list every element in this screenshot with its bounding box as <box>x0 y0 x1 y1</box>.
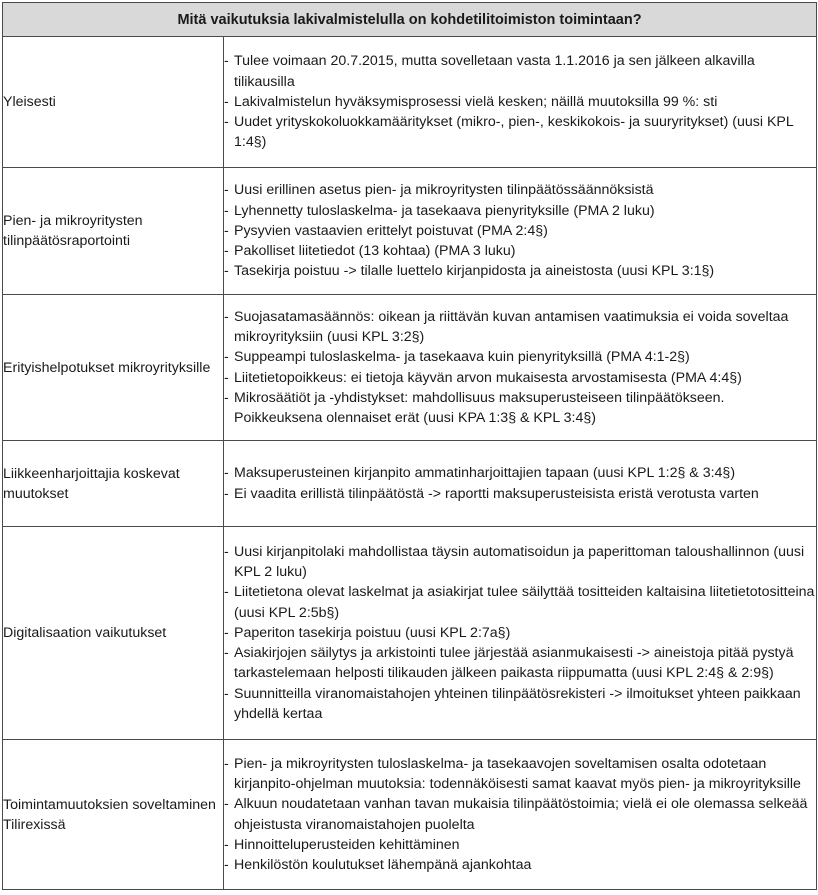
row-content-general <box>224 37 817 168</box>
list-item: - Liitetietona olevat laskelmat ja asiakirjat tulee säilyttää tositteiden kaltaisina liitetietotositteina (uusi KPL 2:5b§) <box>224 582 816 623</box>
row-label-digitalisation: Digitalisaation vaikutukset <box>3 527 224 740</box>
table-row <box>3 295 817 441</box>
row-content-digitalisation <box>224 527 817 740</box>
list-item: - Henkilöstön koulutukset lähempänä ajankohtaa <box>224 855 816 875</box>
list-item: - Hinnoitteluperusteiden kehittäminen <box>224 835 816 855</box>
list-item: - Lyhennetty tuloslaskelma- ja tasekaava pienyrityksille (PMA 2 luku) <box>224 201 816 221</box>
list-item: - Tasekirja poistuu -> tilalle luettelo kirjanpidosta ja aineistosta (uusi KPL 3:1§) <box>224 261 816 281</box>
list-item: - Uusi erillinen asetus pien- ja mikroyritysten tilinpäätössäännöksistä <box>224 180 816 200</box>
row-content-tilirex <box>224 740 817 890</box>
table-row <box>3 527 817 740</box>
row-label-traders: Liikkeenharjoittajia koskevat muutokset <box>3 441 224 527</box>
list-item: - Asiakirjojen säilytys ja arkistointi tulee järjestää asianmukaisesti -> aineistoja pitää pystyä tarkastelemaan helposti tilikauden jälkeen paikasta riippumatta (uusi KPL 2:4§ & 2:9§) <box>224 643 816 684</box>
row-content-micro-relief <box>224 295 817 441</box>
list-item: - Ei vaadita erillistä tilinpäätöstä -> raportti maksuperusteisista eristä verotusta varten <box>224 484 816 504</box>
list-item: - Lakivalmistelun hyväksymisprosessi vielä kesken; näillä muutoksilla 99 %: sti <box>224 92 816 112</box>
list-item: - Paperiton tasekirja poistuu (uusi KPL 2:7a§) <box>224 623 816 643</box>
list-item: - Liitetietopoikkeus: ei tietoja käyvän arvon mukaisesta arvostamisesta (PMA 4:4§) <box>224 368 816 388</box>
list-item: - Pien- ja mikroyritysten tuloslaskelma- ja tasekaavojen soveltamisen osalta odotetaan kirjanpito-ohjelman muutoksia: todennäköisesti samat kaavat myös pien- ja mikroyrityksille <box>224 754 816 795</box>
list-item: - Alkuun noudatetaan vanhan tavan mukaisia tilinpäätöstoimia; vielä ei ole olemassa selkeää ohjeistusta viranomaistahojen puolelta <box>224 794 816 835</box>
list-item: - Mikrosäätiöt ja -yhdistykset: mahdollisuus maksuperusteiseen tilinpäätökseen. Poikkeuksena olennaiset erät (uusi KPA 1:3§ & KPL 3:4§) <box>224 388 816 429</box>
row-label-tilirex: Toimintamuutoksien soveltaminen Tilirexissä <box>3 740 224 890</box>
list-item: - Uusi kirjanpitolaki mahdollistaa täysin automatisoidun ja paperittoman taloushallinnon (uusi KPL 2 luku) <box>224 542 816 583</box>
list-item: - Pysyvien vastaavien erittelyt poistuvat (PMA 2:4§) <box>224 221 816 241</box>
row-content-small-micro-reporting <box>224 168 817 295</box>
row-label-micro-relief: Erityishelpotukset mikroyrityksille <box>3 295 224 441</box>
table-row <box>3 441 817 527</box>
list-item: - Pakolliset liitetiedot (13 kohtaa) (PMA 3 luku) <box>224 241 816 261</box>
list-item: - Suppeampi tuloslaskelma- ja tasekaava kuin pienyrityksillä (PMA 4:1-2§) <box>224 347 816 367</box>
list-item: - Tulee voimaan 20.7.2015, mutta sovelletaan vasta 1.1.2016 ja sen jälkeen alkavilla tilikausilla <box>224 51 816 92</box>
row-content-traders <box>224 441 817 527</box>
list-item: - Suunnitteilla viranomaistahojen yhteinen tilinpäätösrekisteri -> ilmoitukset yhteen paikkaan yhdellä kertaa <box>224 684 816 725</box>
table-row <box>3 37 817 168</box>
table-header-row <box>3 3 817 37</box>
table-row <box>3 168 817 295</box>
list-item: - Uudet yrityskokoluokkamääritykset (mikro-, pien-, keskikokois- ja suuryritykset) (uusi KPL 1:4§) <box>224 112 816 153</box>
summary-table <box>2 2 817 890</box>
table-title: Mitä vaikutuksia lakivalmistelulla on kohdetilitoimiston toimintaan? <box>3 3 817 37</box>
list-item: - Suojasatamasäännös: oikean ja riittävän kuvan antamisen vaatimuksia ei voida soveltaa mikroyrityksiin (uusi KPL 3:2§) <box>224 307 816 348</box>
table-row <box>3 740 817 890</box>
list-item: - Maksuperusteinen kirjanpito ammatinharjoittajien tapaan (uusi KPL 1:2§ & 3:4§) <box>224 463 816 483</box>
row-label-small-micro-reporting: Pien- ja mikroyritysten tilinpäätösraportointi <box>3 168 224 295</box>
row-label-general: Yleisesti <box>3 37 224 168</box>
